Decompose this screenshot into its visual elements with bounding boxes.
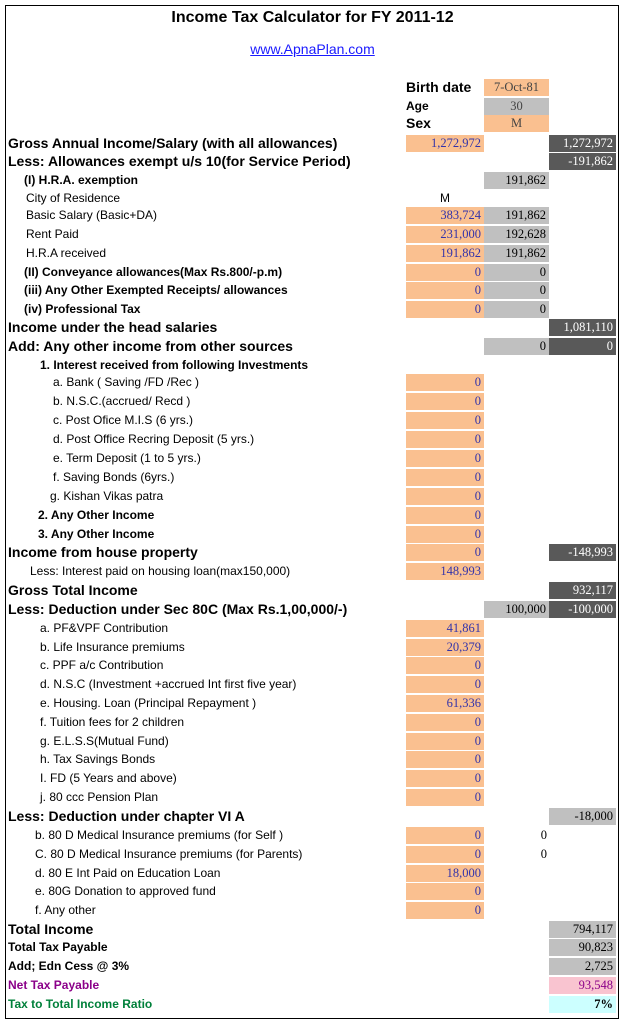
row-total-income [0, 920, 625, 939]
row-hra [0, 171, 625, 190]
other-income-2-label: 2. Any Other Income [38, 508, 155, 522]
c-g-label: g. E.L.S.S(Mutual Fund) [40, 734, 169, 748]
inv-d-input[interactable]: 0 [406, 431, 484, 448]
inv-e-label: e. Term Deposit (1 to 5 yrs.) [53, 451, 201, 465]
birth-date-input[interactable]: 7-Oct-81 [484, 79, 549, 96]
v-d-label: d. 80 E Int Paid on Education Loan [35, 866, 221, 880]
rent-label: Rent Paid [26, 227, 79, 241]
inv-a-input[interactable]: 0 [406, 374, 484, 391]
row-total-tax [0, 938, 625, 957]
other-income-3-input[interactable]: 0 [406, 526, 484, 543]
row-ratio [0, 995, 625, 1014]
c-b-input[interactable]: 20,379 [406, 639, 484, 656]
inv-g-label: g. Kishan Vikas patra [50, 489, 164, 503]
row-salaries [0, 318, 625, 337]
row-other-exempt [0, 281, 625, 300]
c-e-label: e. Housing. Loan (Principal Repayment ) [40, 696, 257, 710]
ded-80c-label: Less: Deduction under Sec 80C (Max Rs.1,00,000/-) [8, 601, 348, 617]
row-house-property [0, 543, 625, 562]
v-b-label: b. 80 D Medical Insurance premiums (for Self ) [35, 828, 284, 842]
hra-value: 191,862 [484, 172, 549, 189]
row-80c-j [0, 788, 625, 807]
c-g-input[interactable]: 0 [406, 733, 484, 750]
city-input[interactable]: M [440, 191, 450, 205]
ratio-value: 7% [549, 996, 616, 1013]
basic-label: Basic Salary (Basic+DA) [26, 208, 158, 222]
row-professional-tax [0, 300, 625, 319]
professional-tax-input[interactable]: 0 [406, 301, 484, 318]
gross-total-result: 932,117 [549, 582, 616, 599]
inv-f-label: f. Saving Bonds (6yrs.) [53, 470, 175, 484]
c-i-label: I. FD (5 Years and above) [40, 771, 177, 785]
v-d-input[interactable]: 18,000 [406, 865, 484, 882]
row-inv-b [0, 392, 625, 411]
sex-label: Sex [406, 115, 431, 131]
net-tax-value: 93,548 [549, 977, 616, 994]
hra-label: (I) H.R.A. exemption [24, 173, 139, 187]
row-less-allowances [0, 152, 625, 171]
house-property-input[interactable]: 0 [406, 544, 484, 561]
cess-label: Add; Edn Cess @ 3% [8, 959, 130, 973]
other-sources-result: 0 [549, 338, 616, 355]
row-80c-g [0, 732, 625, 751]
row-80c-a [0, 619, 625, 638]
inv-b-input[interactable]: 0 [406, 393, 484, 410]
row-cess [0, 957, 625, 976]
age-label: Age [406, 99, 429, 113]
row-via-b [0, 826, 625, 845]
row-inv-f [0, 468, 625, 487]
via-result: -18,000 [549, 808, 616, 825]
salaries-result: 1,081,110 [549, 319, 616, 336]
house-property-result: -148,993 [549, 544, 616, 561]
house-property-label: Income from house property [8, 544, 198, 560]
basic-input[interactable]: 383,724 [406, 207, 484, 224]
row-80c-d [0, 675, 625, 694]
c-j-input[interactable]: 0 [406, 789, 484, 806]
c-d-label: d. N.S.C (Investment +accrued Int first five year) [40, 677, 297, 691]
row-sex [0, 114, 625, 133]
v-c-label: C. 80 D Medical Insurance premiums (for Parents) [35, 847, 303, 861]
row-via-c [0, 845, 625, 864]
housing-loan-input[interactable]: 148,993 [406, 563, 484, 580]
c-j-label: j. 80 ccc Pension Plan [40, 790, 159, 804]
net-tax-label: Net Tax Payable [8, 978, 100, 992]
c-f-label: f. Tuition fees for 2 children [40, 715, 185, 729]
gross-total-label: Gross Total Income [8, 582, 138, 598]
birth-date-label: Birth date [406, 79, 472, 95]
other-income-3-label: 3. Any Other Income [38, 527, 155, 541]
page-title: Income Tax Calculator for FY 2011-12 [171, 9, 454, 26]
row-inv-e [0, 449, 625, 468]
c-a-label: a. PF&VPF Contribution [40, 621, 169, 635]
sex-input[interactable]: M [484, 115, 549, 132]
v-e-input[interactable]: 0 [406, 883, 484, 900]
hra-received-label: H.R.A received [26, 246, 107, 260]
rent-input[interactable]: 231,000 [406, 226, 484, 243]
row-conveyance [0, 263, 625, 282]
ratio-label: Tax to Total Income Ratio [8, 997, 153, 1011]
row-80c-i [0, 769, 625, 788]
total-tax-value: 90,823 [549, 939, 616, 956]
row-via-f [0, 901, 625, 920]
row-hra-received [0, 244, 625, 263]
c-a-input[interactable]: 41,861 [406, 620, 484, 637]
row-80c-e [0, 694, 625, 713]
c-f-input[interactable]: 0 [406, 714, 484, 731]
hra-received-calc: 191,862 [484, 245, 549, 262]
c-c-label: c. PPF a/c Contribution [40, 658, 164, 672]
total-income-label: Total Income [8, 921, 94, 937]
hra-received-input[interactable]: 191,862 [406, 245, 484, 262]
row-80c-b [0, 638, 625, 657]
conveyance-input[interactable]: 0 [406, 264, 484, 281]
c-h-label: h. Tax Savings Bonds [40, 752, 156, 766]
inv-a-label: a. Bank ( Saving /FD /Rec ) [53, 375, 200, 389]
conveyance-label: (II) Conveyance allowances(Max Rs.800/-p.m) [24, 265, 283, 279]
city-label: City of Residence [26, 191, 121, 205]
v-f-label: f. Any other [35, 903, 96, 917]
via-label: Less: Deduction under chapter VI A [8, 808, 245, 824]
interest-heading: 1. Interest received from following Investments [40, 358, 309, 372]
row-inv-a [0, 373, 625, 392]
age-value: 30 [484, 98, 549, 115]
site-link[interactable]: www.ApnaPlan.com [250, 41, 375, 57]
row-inv-c [0, 411, 625, 430]
c-h-input[interactable]: 0 [406, 751, 484, 768]
c-d-input[interactable]: 0 [406, 676, 484, 693]
inv-e-input[interactable]: 0 [406, 450, 484, 467]
ded-80c-result: -100,000 [549, 601, 616, 618]
v-c-calc: 0 [540, 847, 547, 861]
row-housing-loan [0, 562, 625, 581]
c-i-input[interactable]: 0 [406, 770, 484, 787]
rent-calc: 192,628 [484, 226, 549, 243]
other-sources-label: Add: Any other income from other sources [8, 338, 293, 354]
c-c-input[interactable]: 0 [406, 657, 484, 674]
professional-tax-calc: 0 [484, 301, 549, 318]
c-e-input[interactable]: 61,336 [406, 695, 484, 712]
total-income-value: 794,117 [549, 921, 616, 938]
professional-tax-label: (iv) Professional Tax [24, 302, 141, 316]
inv-b-label: b. N.S.C.(accrued/ Recd ) [53, 394, 191, 408]
other-sources-calc: 0 [484, 338, 549, 355]
row-80c-f [0, 713, 625, 732]
v-b-calc: 0 [540, 828, 547, 842]
row-other-income-2 [0, 506, 625, 525]
cess-value: 2,725 [549, 958, 616, 975]
row-80c-h [0, 750, 625, 769]
gross-income-result: 1,272,972 [549, 135, 616, 152]
inv-c-label: c. Post Ofice M.I.S (6 yrs.) [53, 413, 194, 427]
row-inv-g [0, 487, 625, 506]
conveyance-calc: 0 [484, 264, 549, 281]
c-b-label: b. Life Insurance premiums [40, 640, 185, 654]
row-80c-c [0, 656, 625, 675]
row-gross-income [0, 134, 625, 153]
row-other-sources [0, 337, 625, 356]
row-basic [0, 206, 625, 225]
inv-g-input[interactable]: 0 [406, 488, 484, 505]
other-income-2-input[interactable]: 0 [406, 507, 484, 524]
other-exempt-input[interactable]: 0 [406, 282, 484, 299]
inv-d-label: d. Post Office Recring Deposit (5 yrs.) [53, 432, 255, 446]
row-rent [0, 225, 625, 244]
row-inv-d [0, 430, 625, 449]
row-via-e [0, 882, 625, 901]
salaries-label: Income under the head salaries [8, 319, 218, 335]
v-f-input[interactable]: 0 [406, 902, 484, 919]
row-birth-date [0, 78, 625, 97]
other-exempt-calc: 0 [484, 282, 549, 299]
total-tax-label: Total Tax Payable [8, 940, 108, 954]
less-allowances-label: Less: Allowances exempt u/s 10(for Service Period) [8, 153, 351, 169]
row-via-d [0, 864, 625, 883]
other-exempt-label: (iii) Any Other Exempted Receipts/ allowances [24, 283, 288, 297]
ded-80c-calc: 100,000 [484, 601, 549, 618]
v-c-input[interactable]: 0 [406, 846, 484, 863]
row-via [0, 807, 625, 826]
inv-c-input[interactable]: 0 [406, 412, 484, 429]
gross-income-input[interactable]: 1,272,972 [406, 135, 484, 152]
v-b-input[interactable]: 0 [406, 827, 484, 844]
row-other-income-3 [0, 525, 625, 544]
housing-loan-label: Less: Interest paid on housing loan(max150,000) [30, 564, 291, 578]
row-net-tax [0, 976, 625, 995]
v-e-label: e. 80G Donation to approved fund [35, 884, 216, 898]
less-allowances-result: -191,862 [549, 153, 616, 170]
basic-calc: 191,862 [484, 207, 549, 224]
gross-income-label: Gross Annual Income/Salary (with all allowances) [8, 135, 338, 151]
inv-f-input[interactable]: 0 [406, 469, 484, 486]
row-gross-total [0, 581, 625, 600]
row-80c [0, 600, 625, 619]
